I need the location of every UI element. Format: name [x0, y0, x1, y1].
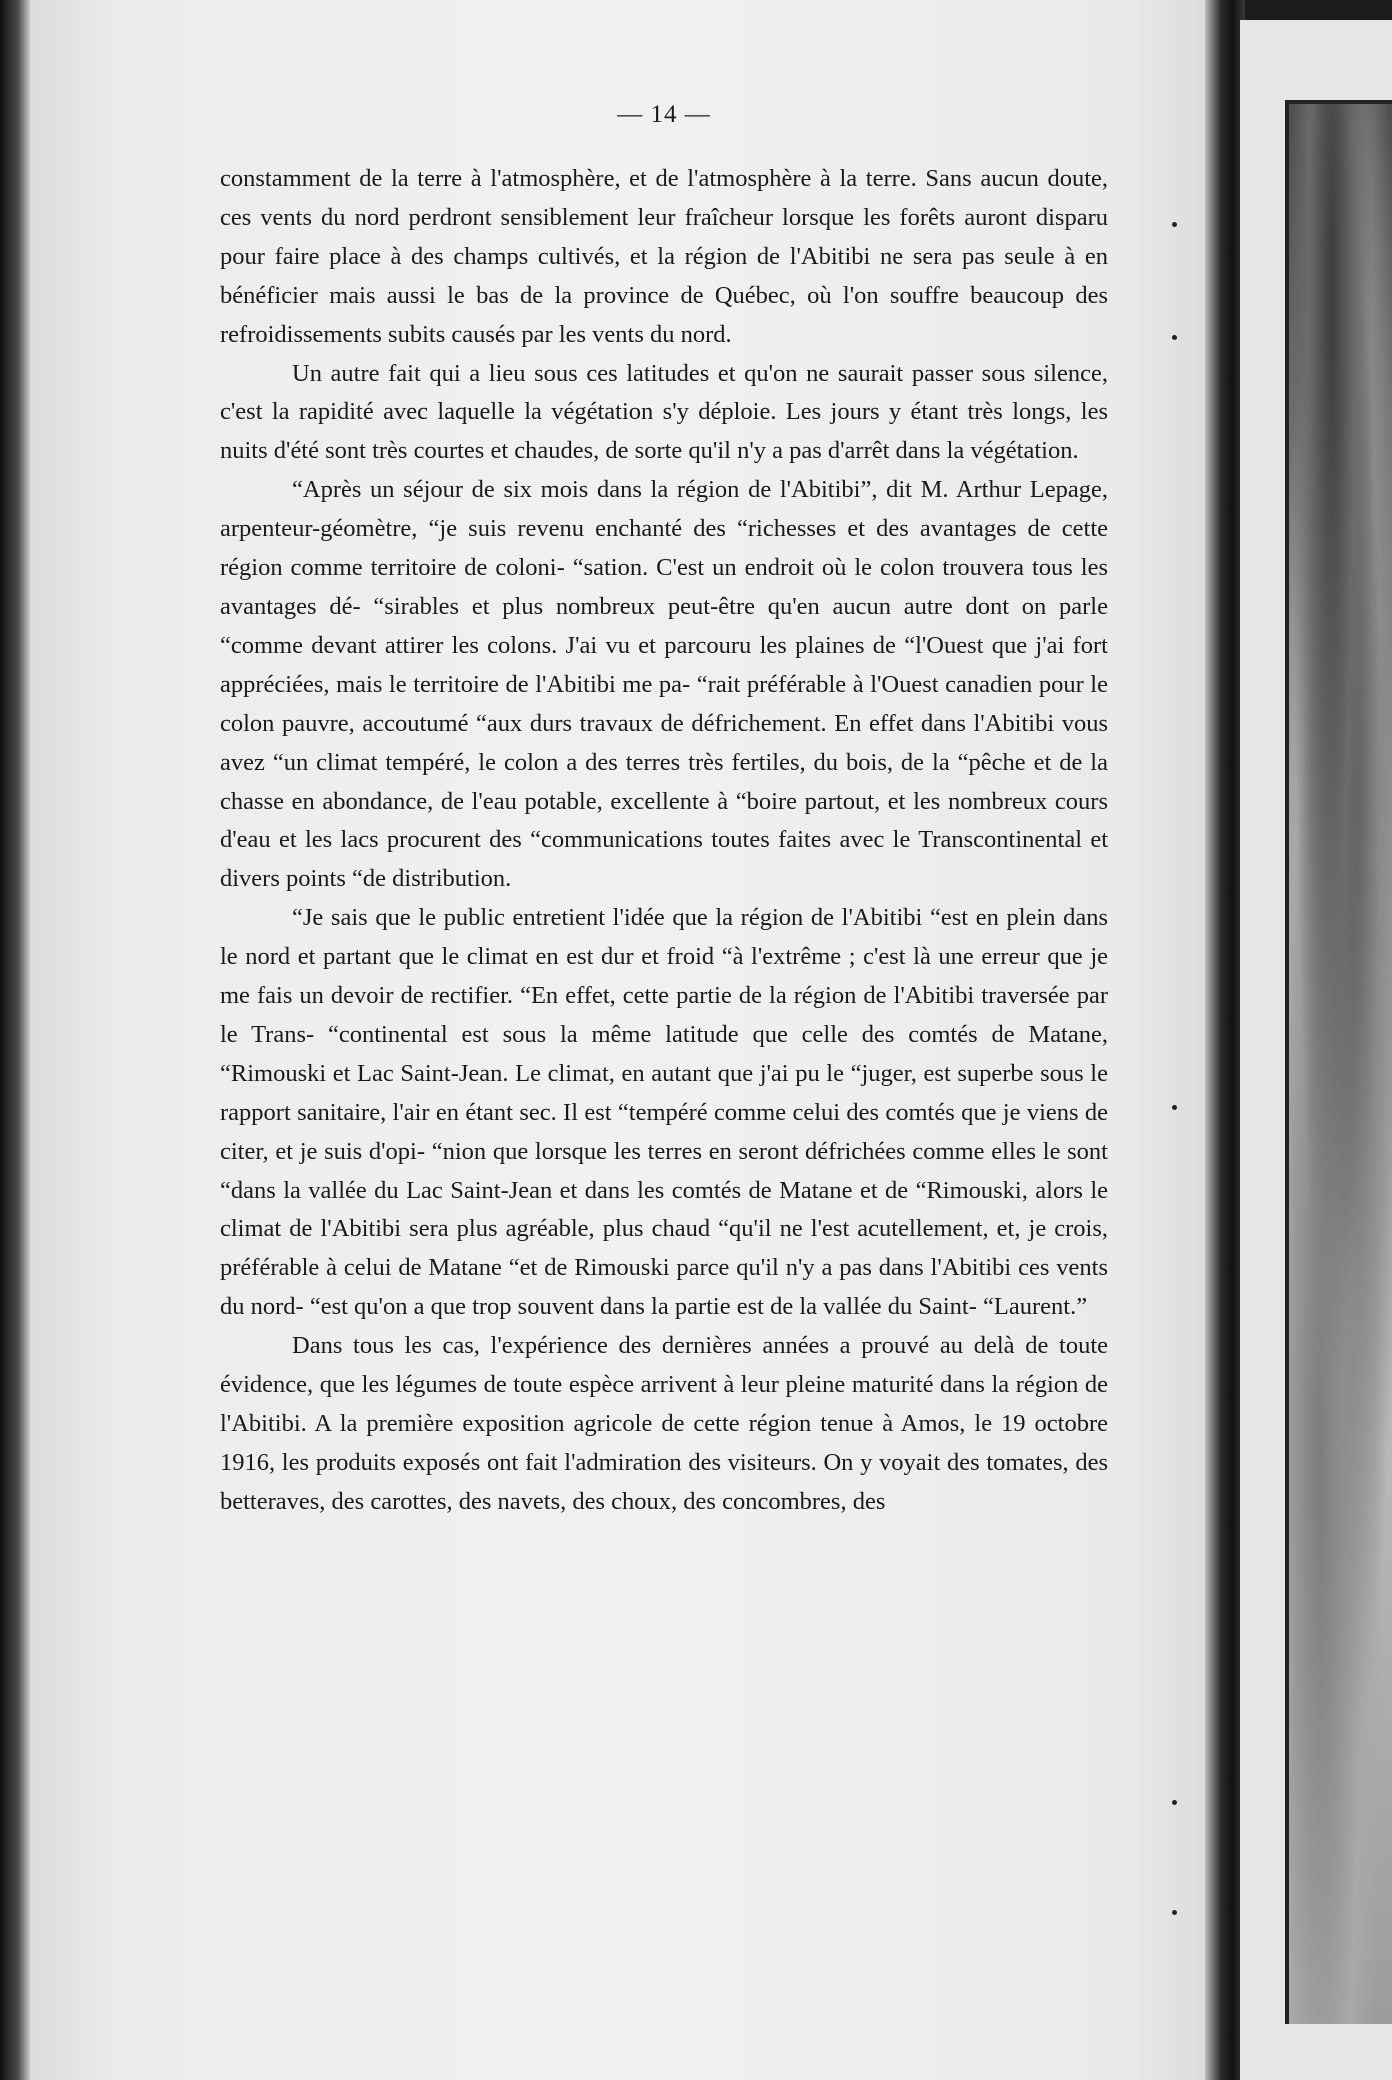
margin-mark — [1172, 1800, 1177, 1805]
margin-mark — [1172, 1910, 1177, 1915]
book-gutter — [1205, 0, 1245, 2080]
facing-page-photo-plate — [1285, 100, 1392, 2024]
paragraph-1: constamment de la terre à l'atmosphère, et de l'atmosphère à la terre. Sans aucun doute, ces vents du nord perdront sensiblement leur fraîcheur lorsque les forêts auront disparu pour faire place à des champs cultivés, et la région de l'Abitibi ne sera pas seule à en bénéficier mais aussi le bas de la province de Québec, où l'on souffre beaucoup des refroidissements subits causés par les vents du nord. — [220, 165, 1108, 348]
margin-mark — [1172, 1105, 1177, 1110]
paragraph-4-quote: “Je sais que le public entretient l'idée que la région de l'Abitibi “est en plein dans le nord et partant que le climat en est dur et froid “à l'extrême ; c'est là une erreur que je me fais un devoir de rectifier. “En effet, cette partie de la région de l'Abitibi traversée par le Trans- “continental est sous la même latitude que celle des comtés de Matane, “Rimouski et Lac Saint-Jean. Le climat, en autant que j'ai pu le “juger, est superbe sous le rapport sanitaire, l'air en étant sec. Il est “tempéré comme celui des comtés que je viens de citer, et je suis d'opi- “nion que lorsque les terres en seront défrichées comme elles le sont “dans la vallée du Lac Saint-Jean et dans les comtés de Matane et de “Rimouski, alors le climat de l'Abitibi sera plus agréable, plus chaud “qu'il ne l'est acutellement, et, je crois, préférable à celui de Matane “et de Rimouski parce qu'il n'y a pas dans l'Abitibi ces vents du nord- “est qu'on a que trop souvent dans la partie est de la vallée du Saint- “Laurent.” — [220, 904, 1108, 1321]
page-number: — 14 — — [617, 101, 711, 128]
page-text — [220, 100, 1108, 1522]
margin-mark — [1172, 222, 1177, 227]
paragraph-5: Dans tous les cas, l'expérience des dernières années a prouvé au delà de toute évidence, que les légumes de toute espèce arrivent à leur pleine maturité dans la région de l'Abitibi. A la première exposition agricole de cette région tenue à Amos, le 19 octobre 1916, les produits exposés ont fait l'admiration des visiteurs. On y voyait des tomates, des betteraves, des carottes, des navets, des choux, des concombres, des — [220, 1332, 1108, 1515]
paragraph-3-quote: “Après un séjour de six mois dans la région de l'Abitibi”, dit M. Arthur Lepage, arpenteur-géomètre, “je suis revenu enchanté des “richesses et des avantages de cette région comme territoire de coloni- “sation. C'est un endroit où le colon trouvera tous les avantages dé- “sirables et plus nombreux peut-être qu'en aucun autre dont on parle “comme devant attirer les colons. J'ai vu et parcouru les plaines de “l'Ouest que j'ai fort appréciées, mais le territoire de l'Abitibi me pa- “rait préférable à l'Ouest canadien pour le colon pauvre, accoutumé “aux durs travaux de défrichement. En effet dans l'Abitibi vous avez “un climat tempéré, le colon a des terres très fertiles, du bois, de la “pêche et de la chasse en abondance, de l'eau potable, excellente à “boire partout, et les nombreux cours d'eau et les lacs procurent des “communications toutes faites avec le Transcontinental et divers points “de distribution. — [220, 476, 1108, 893]
margin-mark — [1172, 335, 1177, 340]
paragraph-2: Un autre fait qui a lieu sous ces latitudes et qu'on ne saurait passer sous silence, c'est la rapidité avec laquelle la végétation s'y déploie. Les jours y étant très longs, les nuits d'été sont très courtes et chaudes, de sorte qu'il n'y a pas d'arrêt dans la végétation. — [220, 359, 1108, 465]
